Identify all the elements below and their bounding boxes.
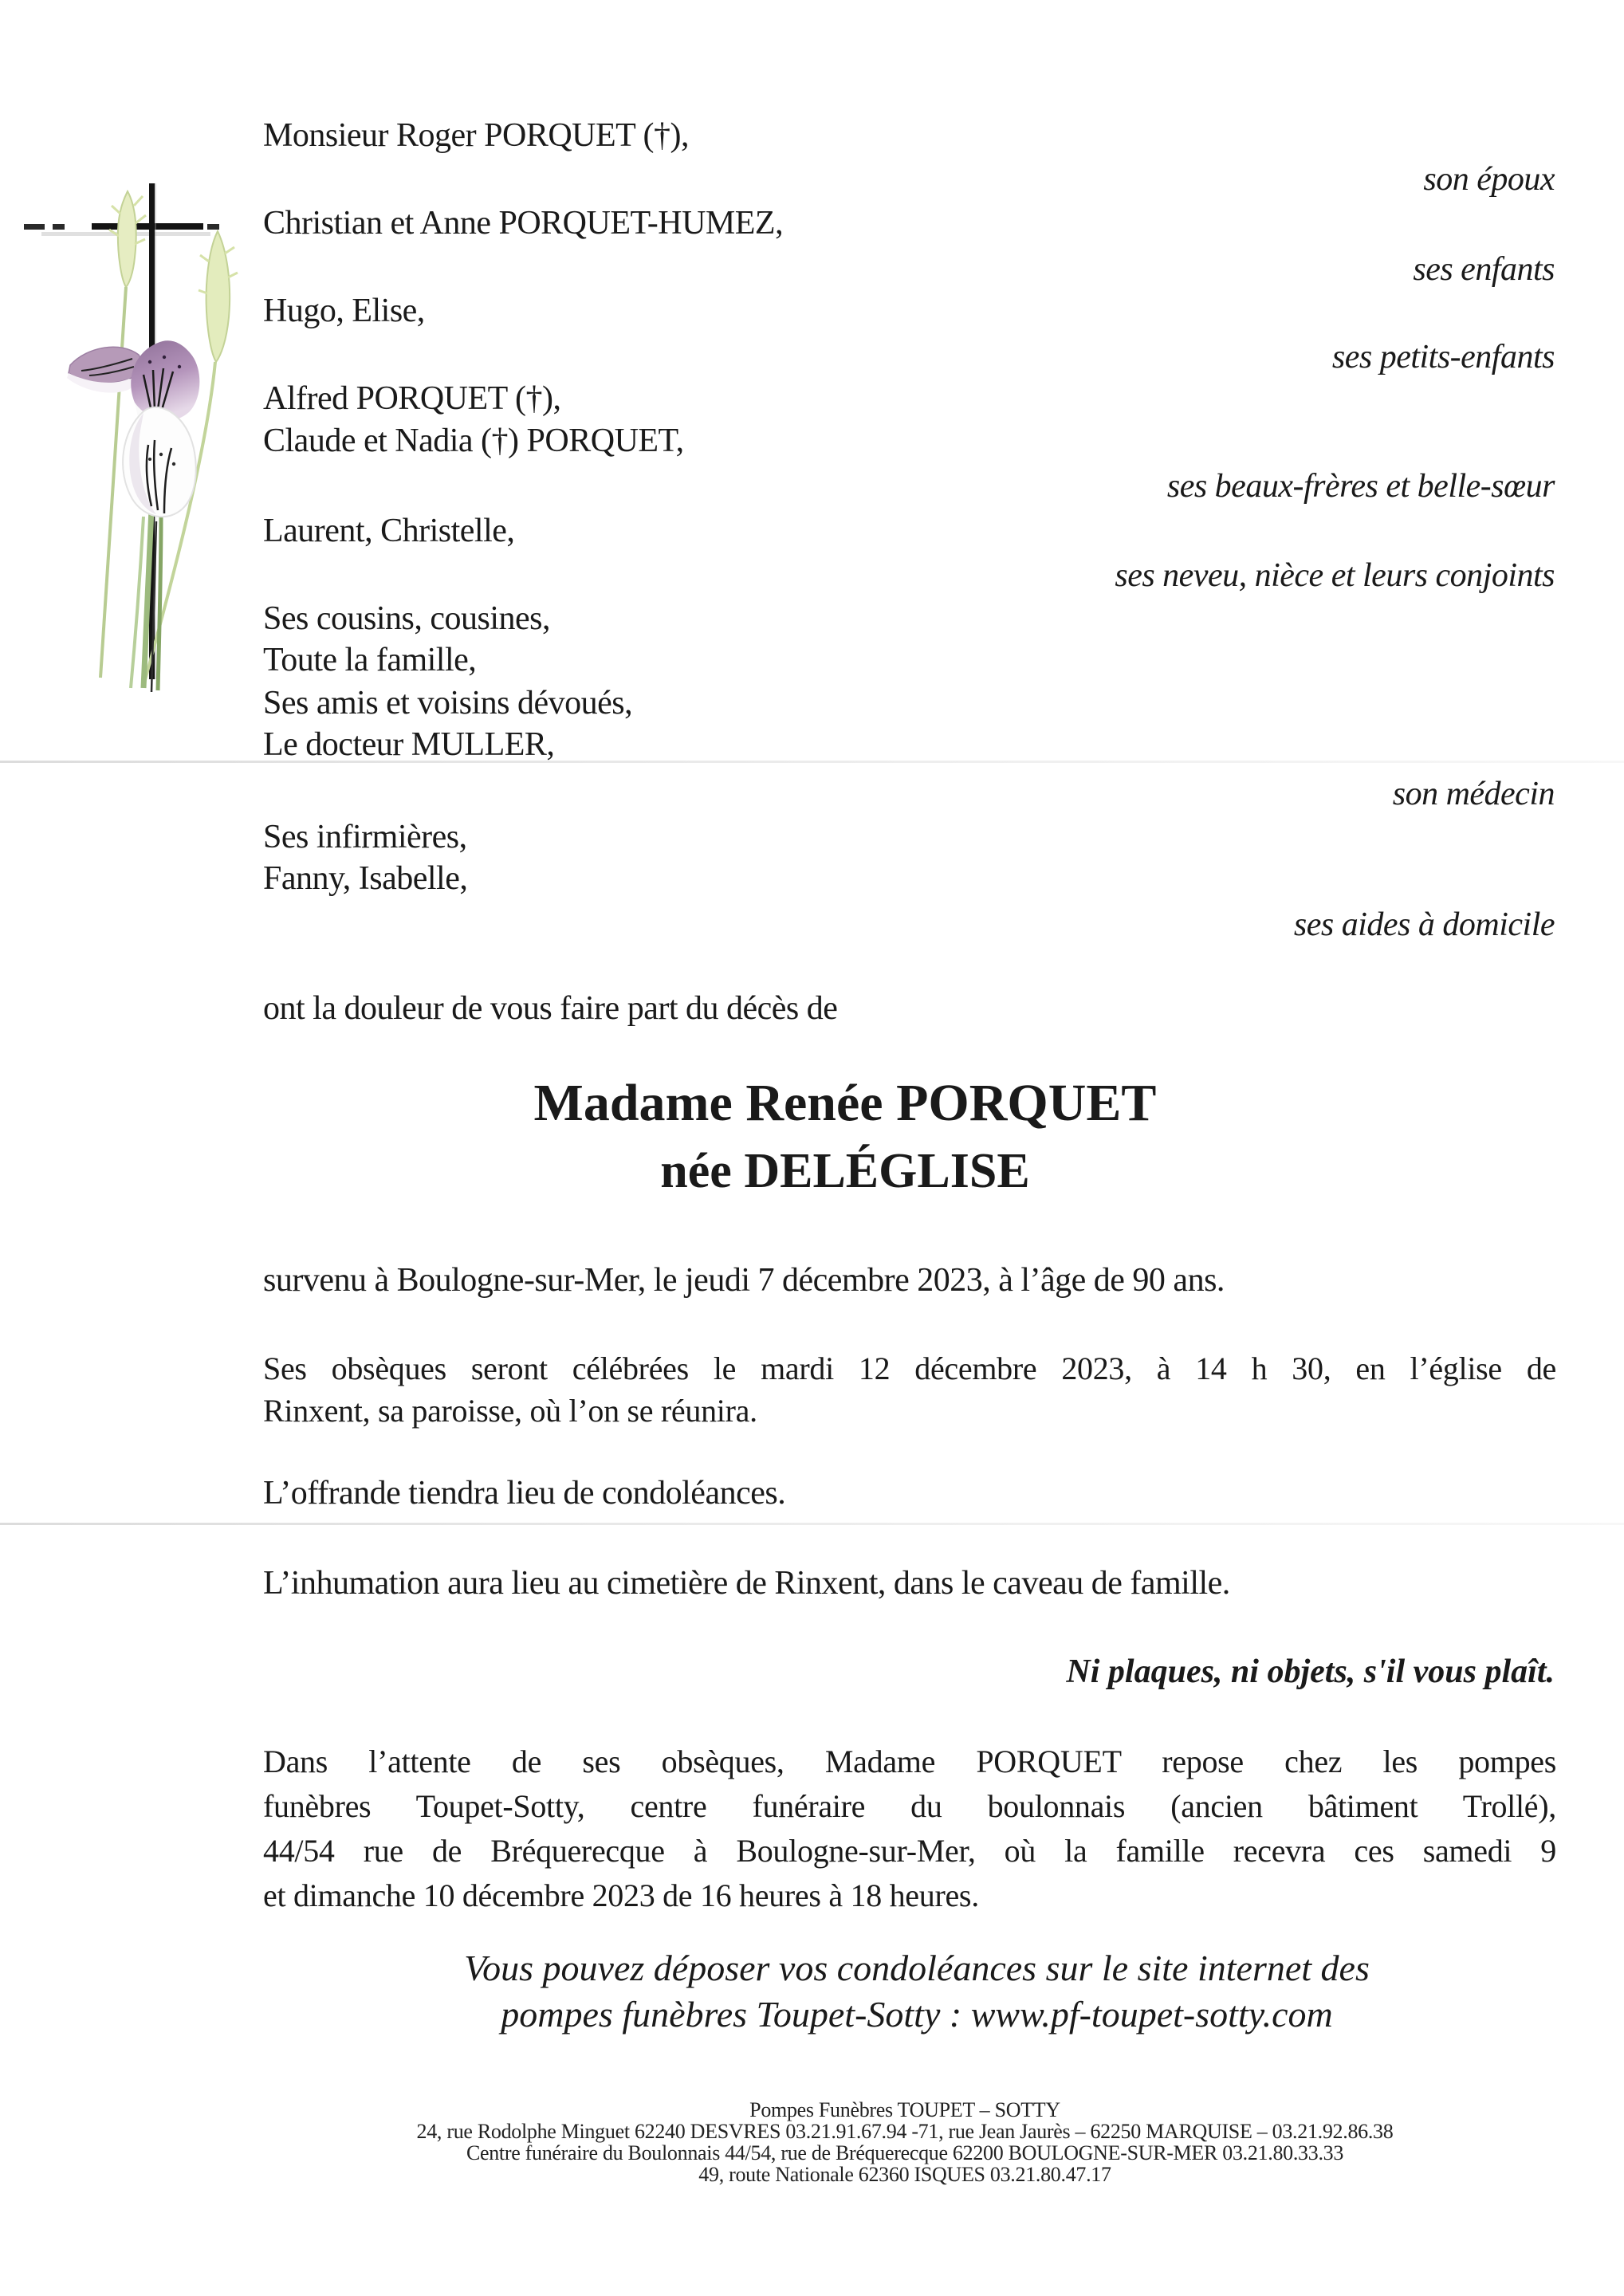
family-member-line: Christian et Anne PORQUET-HUMEZ, xyxy=(263,205,784,242)
repose-paragraph-line: funèbres Toupet-Sotty, centre funéraire du boulonnais (ancien bâtiment Trollé), xyxy=(263,1788,1556,1824)
family-member-line: Ses amis et voisins dévoués, xyxy=(263,685,633,721)
repose-paragraph xyxy=(263,1740,1556,1918)
petal-spot xyxy=(163,356,166,359)
family-member-line: Ses infirmières, xyxy=(263,819,467,855)
relationship-label: ses petits-enfants xyxy=(1331,339,1555,375)
repose-paragraph-line: et dimanche 10 décembre 2023 de 16 heures à 18 heures. xyxy=(263,1877,979,1913)
footer-company-line: Pompes Funèbres TOUPET – SOTTY xyxy=(749,2098,1060,2121)
wheat-ear-left xyxy=(118,191,136,287)
offering-note: L’offrande tiendra lieu de condoléances. xyxy=(263,1475,786,1512)
relationship-label: ses beaux-frères et belle-sœur xyxy=(1166,468,1555,505)
scan-artifact-line xyxy=(0,761,1624,763)
relationship-label: ses neveu, nièce et leurs conjoints xyxy=(1115,557,1555,594)
family-member-line: Toute la famille, xyxy=(263,642,477,678)
burial-details: L’inhumation aura lieu au cimetière de Rinxent, dans le caveau de famille. xyxy=(263,1565,1230,1602)
cross-horizontal-bar xyxy=(92,223,203,230)
funeral-details-line: Rinxent, sa paroisse, où l’on se réunira. xyxy=(263,1393,757,1429)
scan-artifact-line xyxy=(0,1523,1624,1525)
petal-spot xyxy=(159,453,163,456)
relationship-label: ses aides à domicile xyxy=(1293,906,1555,943)
online-condolences-line: Vous pouvez déposer vos condoléances sur le site internet des xyxy=(464,1948,1370,1988)
cross-horizontal-dash-left xyxy=(24,224,45,230)
petal-spot xyxy=(148,360,151,364)
funeral-home-footer xyxy=(227,2099,1583,2185)
deceased-name: Madame Renée PORQUET xyxy=(533,1074,1157,1132)
family-member-line: Laurent, Christelle, xyxy=(263,513,515,549)
cross-and-lilies-artwork xyxy=(24,174,263,700)
footer-address-line: 24, rue Rodolphe Minguet 62240 DESVRES 03.21.91.67.94 -71, rue Jean Jaurès – 62250 MARQUISE – 03.21.92.86.38 xyxy=(416,2120,1394,2143)
petal-spot xyxy=(178,365,181,368)
petal-spot xyxy=(148,458,151,461)
petal-spot xyxy=(172,462,175,466)
deceased-maiden-name: née DELÉGLISE xyxy=(660,1144,1030,1198)
lily-stem-2 xyxy=(158,517,161,690)
funeral-details-line: Ses obsèques seront célébrées le mardi 12 décembre 2023, à 14 h 30, en l’église de xyxy=(263,1350,1556,1386)
family-member-line: Monsieur Roger PORQUET (†), xyxy=(263,117,690,154)
announcement-intro: ont la douleur de vous faire part du décès de xyxy=(263,990,838,1027)
repose-paragraph-line: Dans l’attente de ses obsèques, Madame PORQUET repose chez les pompes xyxy=(263,1744,1556,1779)
repose-paragraph-line: 44/54 rue de Bréquerecque à Boulogne-sur-Mer, où la famille recevra ces samedi 9 xyxy=(263,1833,1556,1869)
footer-address-line: 49, route Nationale 62360 ISQUES 03.21.80.47.17 xyxy=(698,2163,1111,2186)
online-condolences-note xyxy=(239,1945,1595,2038)
no-plaques-request: Ni plaques, ni objets, s'il vous plaît. xyxy=(1066,1653,1555,1690)
relationship-label: ses enfants xyxy=(1413,251,1555,288)
lily-stem-3 xyxy=(131,517,144,688)
wheat-stem-left xyxy=(100,287,126,678)
family-member-line: Fanny, Isabelle, xyxy=(263,860,468,897)
wheat-ear-right xyxy=(206,231,230,362)
family-member-line: Hugo, Elise, xyxy=(263,293,425,329)
family-member-line: Ses cousins, cousines, xyxy=(263,600,550,637)
footer-address-line: Centre funéraire du Boulonnais 44/54, rue de Bréquerecque 62200 BOULOGNE-SUR-MER 03.21.80.33.33 xyxy=(466,2141,1344,2164)
relationship-label: son époux xyxy=(1423,161,1555,198)
relationship-label: son médecin xyxy=(1392,776,1555,812)
online-condolences-line: pompes funèbres Toupet-Sotty : www.pf-toupet-sotty.com xyxy=(501,1994,1333,2035)
family-member-line: Claude et Nadia (†) PORQUET, xyxy=(263,423,684,459)
funeral-details-paragraph xyxy=(263,1347,1556,1432)
family-member-line: Alfred PORQUET (†), xyxy=(263,380,561,417)
cross-horizontal-dash-left2 xyxy=(53,224,65,230)
cross-horizontal-dash-right xyxy=(207,224,219,230)
death-details: survenu à Boulogne-sur-Mer, le jeudi 7 décembre 2023, à l’âge de 90 ans. xyxy=(263,1262,1225,1299)
family-member-line: Le docteur MULLER, xyxy=(263,726,555,763)
